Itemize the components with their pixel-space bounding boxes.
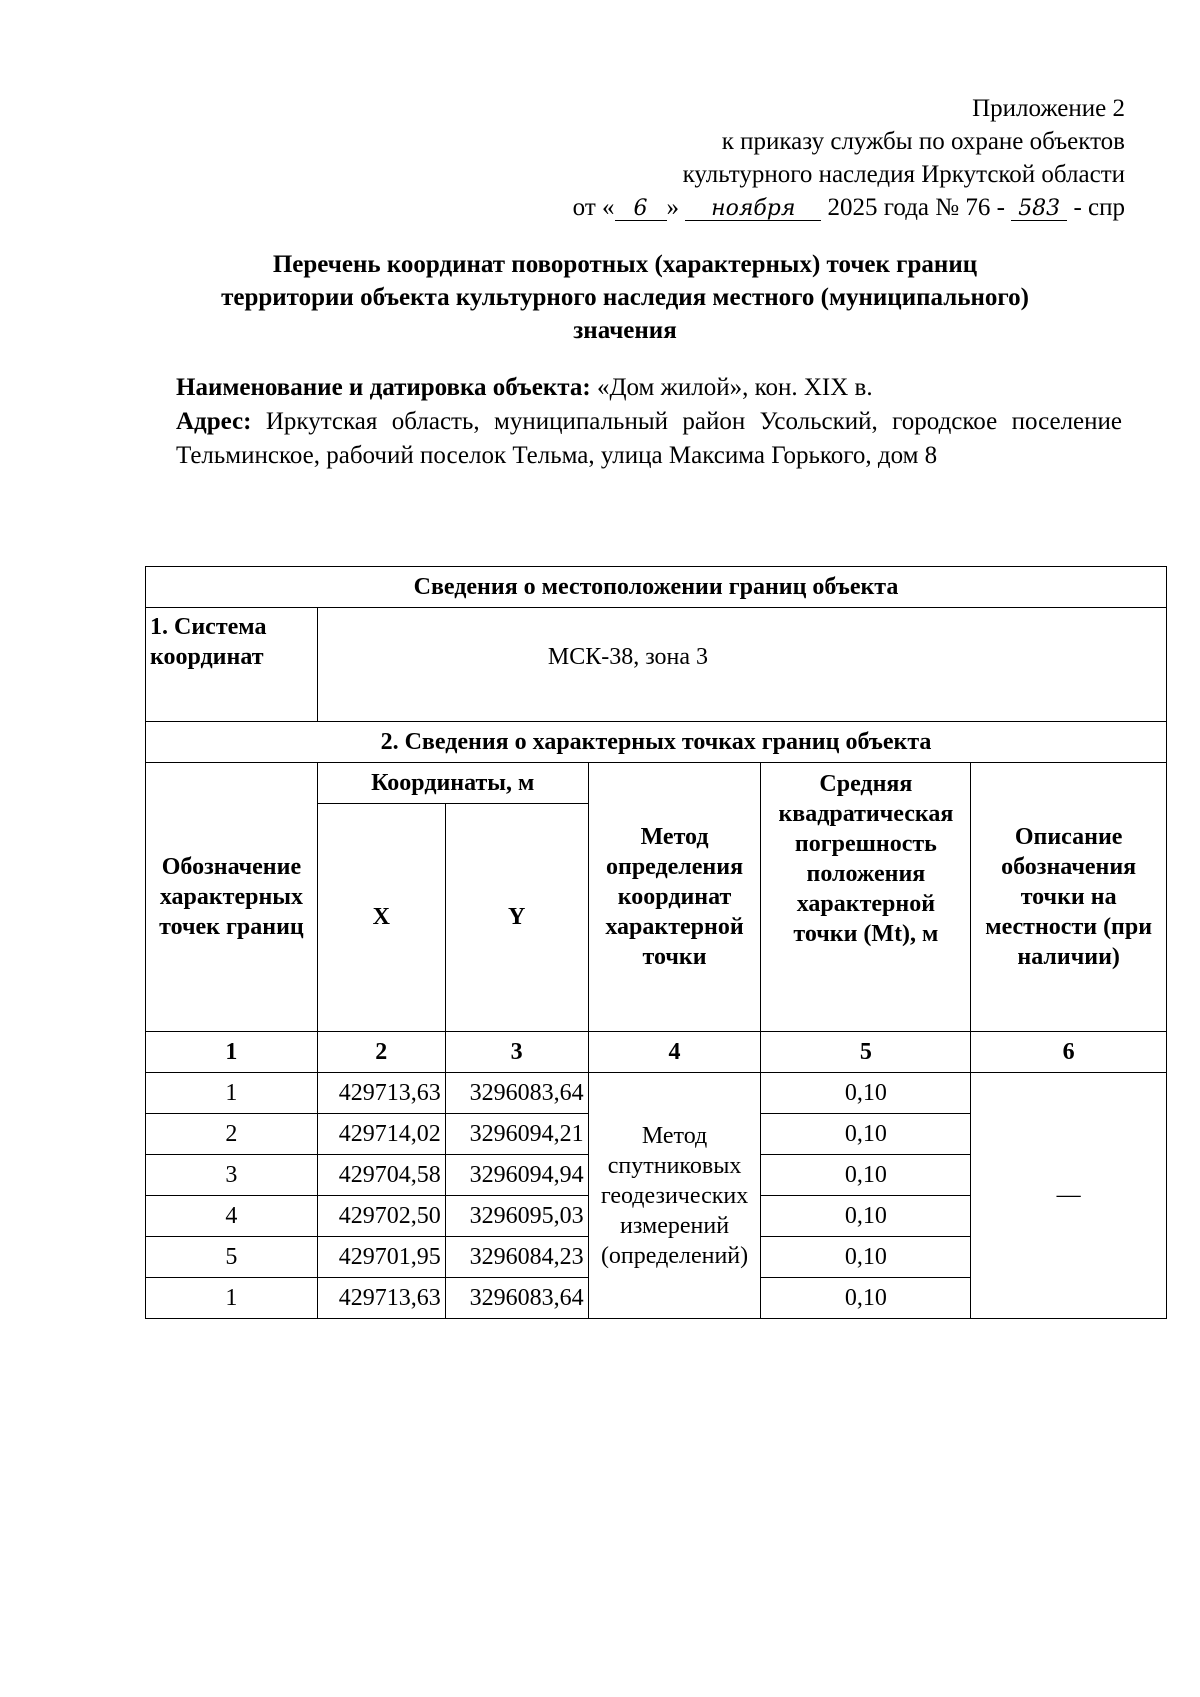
point-x: 429714,02 [317,1114,445,1155]
object-address-value: Иркутская область, муниципальный район Усольский, городское поселение Тельминское, рабочий поселок Тельма, улица Максима Горького, дом 8 [176,408,1122,469]
appendix-authority-line: культурного наследия Иркутской области [682,161,1125,188]
point-id: 3 [146,1155,318,1196]
column-numbers-row [146,1032,1167,1073]
coordinate-system-label: 1. Система координат [146,608,318,722]
point-mt: 0,10 [761,1073,971,1114]
appendix-date-line: от « 6 » ноября 2025 года № 76 - 583 - спр [572,194,1125,221]
point-y: 3296094,94 [445,1155,588,1196]
point-id: 5 [146,1237,318,1278]
point-mt: 0,10 [761,1155,971,1196]
object-address-label: Адрес: [176,408,252,435]
boundary-points-table [145,566,1167,1319]
appendix-number: Приложение 2 [972,95,1125,122]
method-value: Метод спутниковых геодезических измерений (определений) [588,1073,761,1319]
point-id: 4 [146,1196,318,1237]
table-caption: Сведения о местоположении границ объекта [146,567,1167,608]
point-mt: 0,10 [761,1114,971,1155]
object-address-line [176,405,1122,473]
point-y: 3296083,64 [445,1278,588,1319]
point-x: 429702,50 [317,1196,445,1237]
handwritten-day: 6 [615,198,667,221]
point-mt: 0,10 [761,1237,971,1278]
handwritten-month: ноября [685,198,821,221]
column-method: Метод определения координат характерной точки [588,763,761,1032]
object-name-label: Наименование и датировка объекта: [176,374,591,401]
point-y: 3296094,21 [445,1114,588,1155]
column-designation: Обозначение характерных точек границ [146,763,318,1032]
object-name-line [176,371,1122,405]
column-number: 1 [146,1032,318,1073]
description-value: — [971,1073,1167,1319]
column-x: X [317,804,445,1032]
column-number: 4 [588,1032,761,1073]
point-mt: 0,10 [761,1196,971,1237]
point-id: 1 [146,1073,318,1114]
point-x: 429701,95 [317,1237,445,1278]
column-coordinates: Координаты, м [317,763,588,804]
column-number: 6 [971,1032,1167,1073]
object-info [176,371,1122,473]
point-mt: 0,10 [761,1278,971,1319]
column-number: 5 [761,1032,971,1073]
column-number: 3 [445,1032,588,1073]
table-row [146,1073,1167,1114]
coordinate-system-value: МСК-38, зона 3 [317,608,1166,722]
column-y: Y [445,804,588,1032]
column-error: Средняя квадратическая погрешность положения характерной точки (Mt), м [761,763,971,1032]
point-id: 1 [146,1278,318,1319]
column-description: Описание обозначения точки на местности (при наличии) [971,763,1167,1032]
document-title: Перечень координат поворотных (характерных) точек границ территории объекта культурного наследия местного (муниципального) значения [221,251,1029,344]
point-x: 429713,63 [317,1278,445,1319]
point-id: 2 [146,1114,318,1155]
point-x: 429713,63 [317,1073,445,1114]
appendix-order-line: к приказу службы по охране объектов [721,128,1125,155]
point-y: 3296084,23 [445,1237,588,1278]
point-y: 3296095,03 [445,1196,588,1237]
handwritten-order-number: 583 [1011,198,1067,221]
object-name-value: «Дом жилой», кон. XIX в. [596,374,873,401]
point-y: 3296083,64 [445,1073,588,1114]
section-points-heading: 2. Сведения о характерных точках границ объекта [146,722,1167,763]
appendix-header [573,92,1125,224]
point-x: 429704,58 [317,1155,445,1196]
column-number: 2 [317,1032,445,1073]
